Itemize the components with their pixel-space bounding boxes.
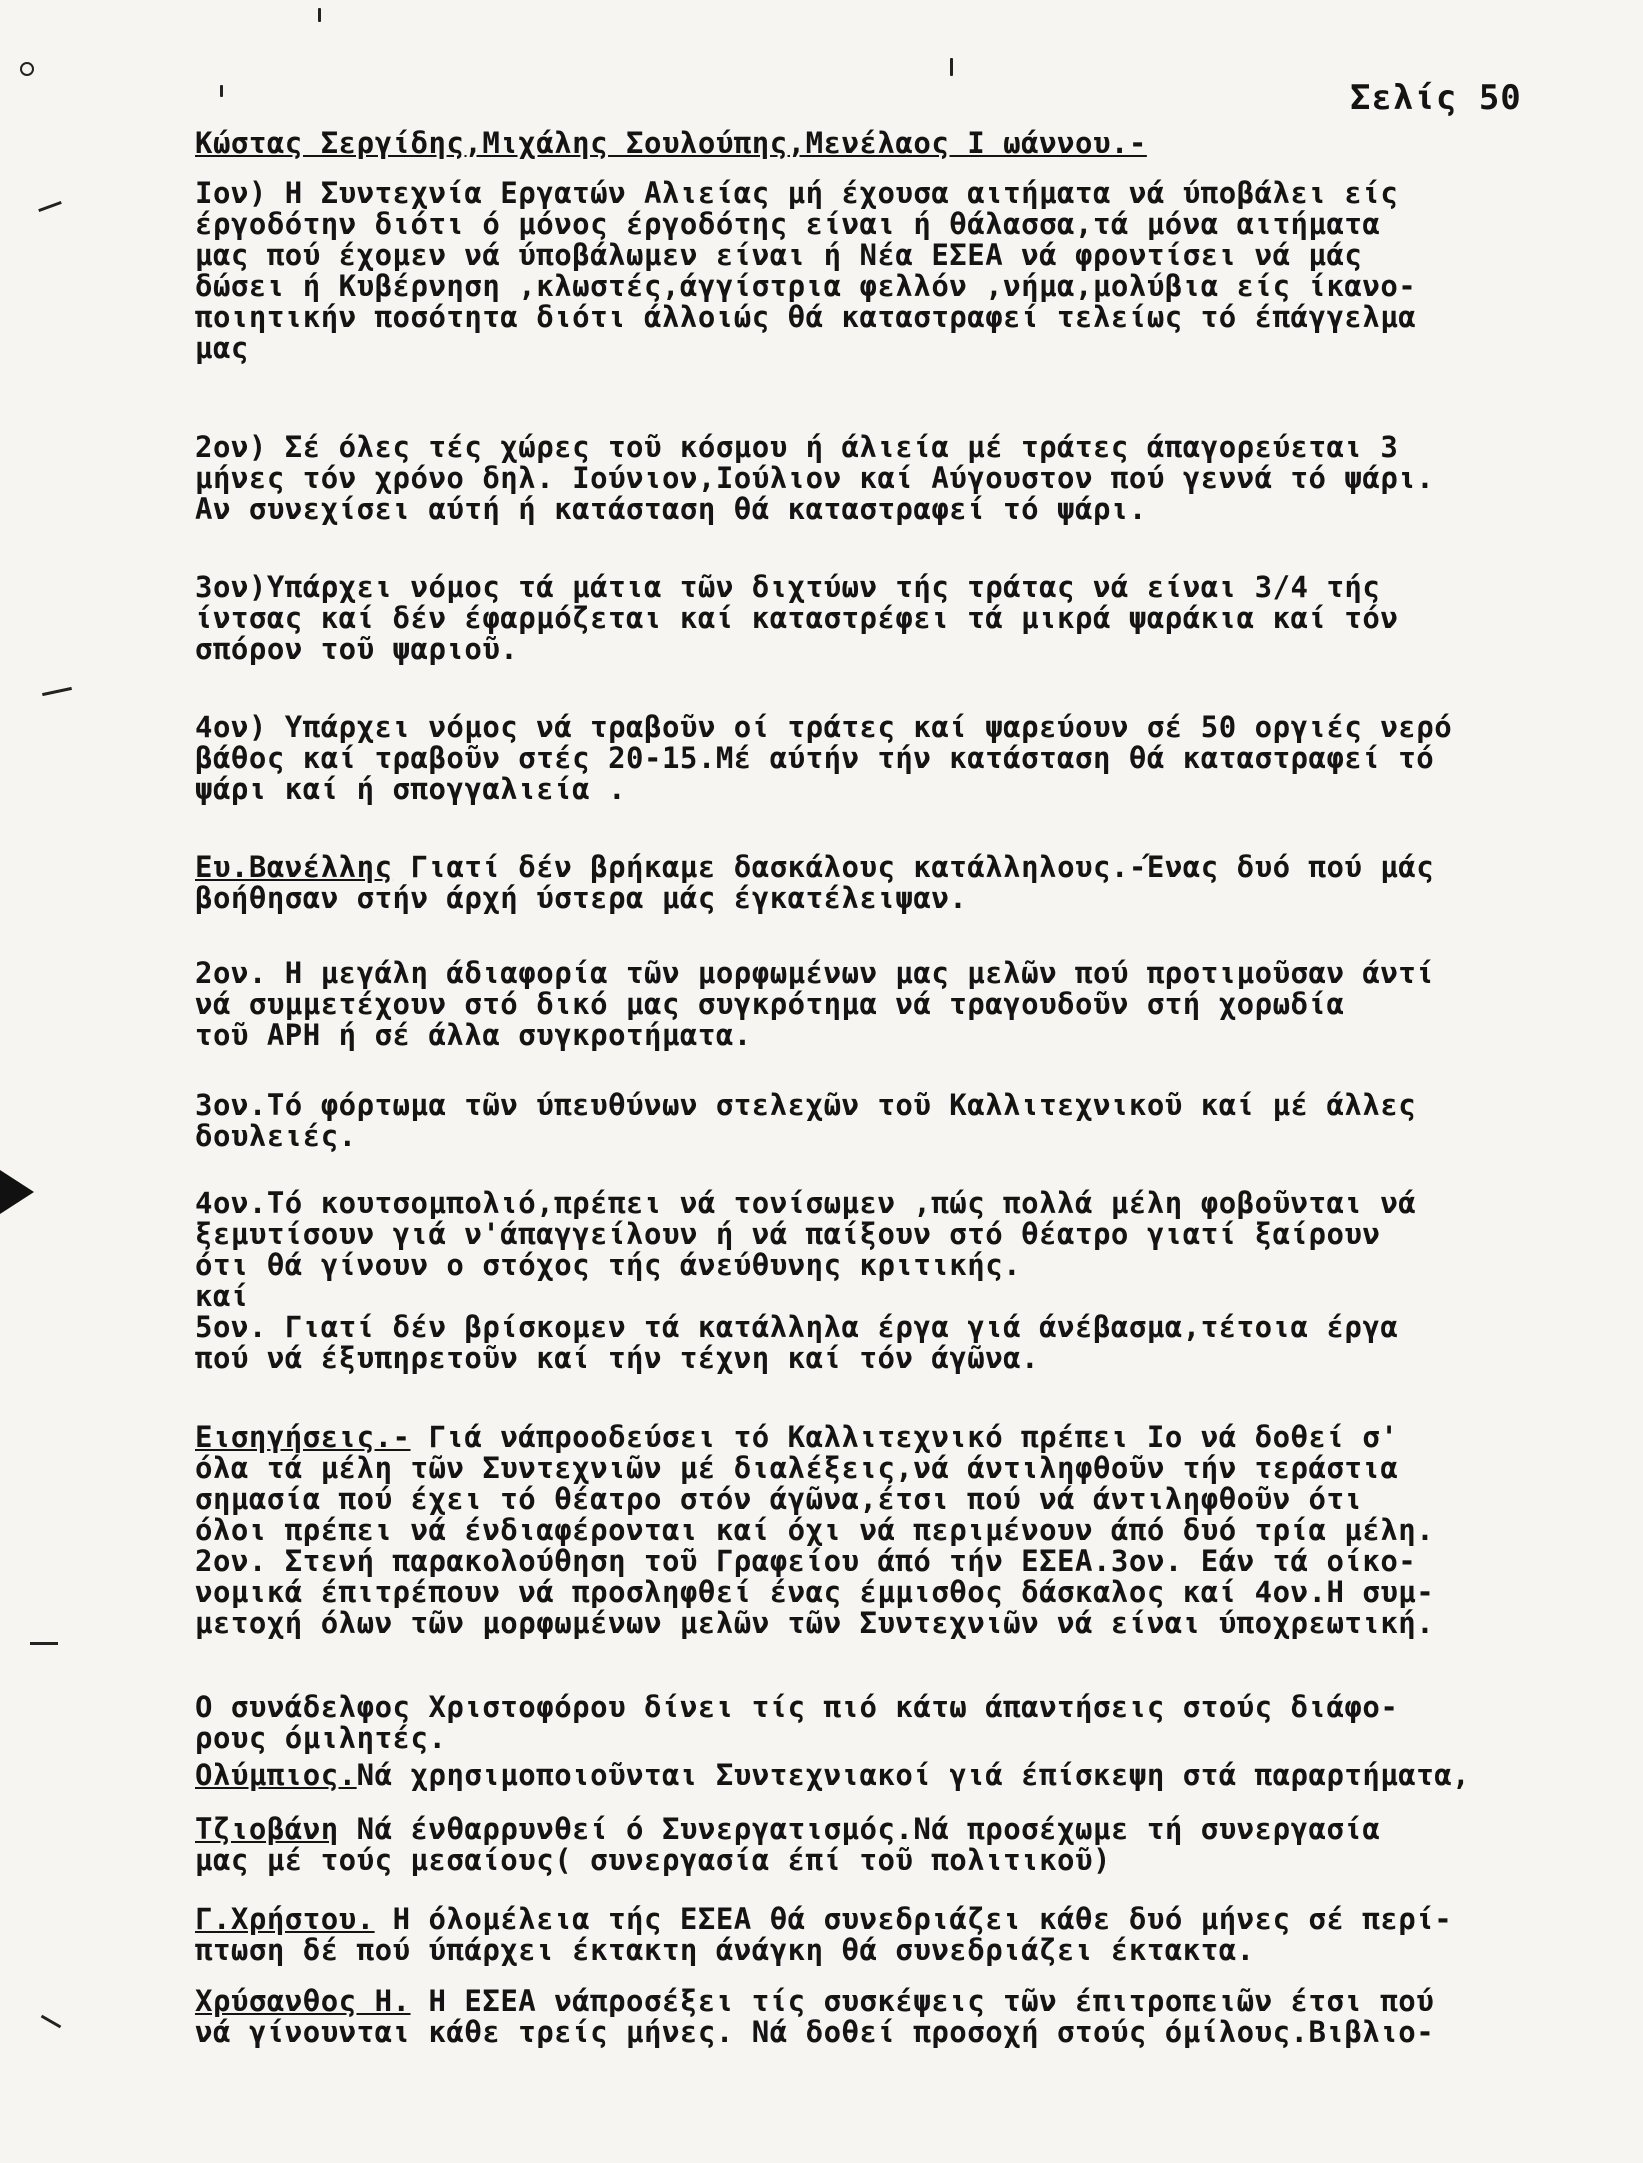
text-line: μας (195, 331, 249, 365)
paragraph-14 (195, 1986, 1605, 2048)
text-line: δώσει ή Κυβέρνηση ,κλωστές,άγγίστρια φελλόν ,νήμα,μολύβια είς ίκανο- (195, 269, 1417, 303)
text-line: ποιητικήν ποσότητα διότι άλλοιώς θά καταστραφεί τελείως τό έπάγγελμα (195, 300, 1417, 334)
text-line: βοήθησαν στήν άρχή ύστερα μάς έγκατέλειψαν. (195, 881, 968, 915)
speaker-name: Χρύσανθος Η. (195, 1984, 411, 2018)
speaker-name: Τζιοβάνη (195, 1812, 339, 1846)
speaker-name: Γ.Χρήστου. (195, 1902, 375, 1936)
scan-speck (318, 8, 321, 22)
text-line: 2ον) Σέ όλες τές χώρες τοῦ κόσμου ή άλιεία μέ τράτες άπαγορεύεται 3 (195, 430, 1399, 464)
text-line: Ο συνάδελφος Χριστοφόρου δίνει τίς πιό κάτω άπαντήσεις στούς διάφο- (195, 1690, 1399, 1724)
text-line: Νά χρησιμοποιοῦνται Συντεχνιακοί γιά έπίσκεψη στά παραρτήματα, (356, 1758, 1471, 1792)
text-line: μήνες τόν χρόνο δηλ. Ιούνιον,Ιούλιον καί Αύγουστον πού γεννά τό ψάρι. (195, 461, 1435, 495)
paragraph-13 (195, 1904, 1605, 1966)
text-line: μετοχή όλων τῶν μορφωμένων μελῶν τῶν Συντεχνιῶν νά είναι ύποχρεωτική. (195, 1606, 1435, 1640)
text-line: σπόρον τοῦ ψαριοῦ. (195, 632, 519, 666)
text-line: δουλειές. (195, 1119, 357, 1153)
text-line: Ιον) Η Συντεχνία Εργατών Αλιείας μή έχουσα αιτήματα νά ύποβάλει είς (195, 176, 1399, 210)
paragraph-2 (195, 432, 1605, 525)
scan-mark (30, 1642, 58, 1645)
text-line: νά συμμετέχουν στό δικό μας συγκρότημα νά τραγουδοῦν στή χορωδία (195, 987, 1345, 1021)
text-line: 4ον) Υπάρχει νόμος νά τραβοῦν οί τράτες καί ψαρεύουν σέ 50 οργιές νερό (195, 710, 1453, 744)
text-line: σημασία πού έχει τό θέατρο στόν άγῶνα,έτσι πού νά άντιληφθοῦν ότι (195, 1482, 1363, 1516)
paragraph-7 (195, 1090, 1605, 1152)
text-line: ίντσας καί δέν έφαρμόζεται καί καταστρέφει τά μικρά ψαράκια καί τόν (195, 601, 1399, 635)
text-line: 3ον)Υπάρχει νόμος τά μάτια τῶν διχτύων τής τράτας νά είναι 3/4 τής (195, 570, 1381, 604)
text-line: Νά ένθαρρυνθεί ό Συνεργατισμός.Νά προσέχωμε τή συνεργασία (338, 1812, 1381, 1846)
paragraph-11 (195, 1760, 1605, 1791)
paragraph-4 (195, 712, 1605, 805)
text-line: ρους όμιλητές. (195, 1721, 447, 1755)
scan-speck (950, 58, 953, 76)
paragraph-1 (195, 178, 1605, 364)
text-line: 3ον.Τό φόρτωμα τῶν ύπευθύνων στελεχῶν τοῦ Καλλιτεχνικοῦ καί μέ άλλες (195, 1088, 1417, 1122)
paragraph-10 (195, 1692, 1605, 1754)
text-line: Η ΕΣΕΑ νάπροσέξει τίς συσκέψεις τῶν έπιτροπειῶν έτσι πού (410, 1984, 1435, 2018)
text-line: Γιατί δέν βρήκαμε δασκάλους κατάλληλους.-Ένας δυό πού μάς (392, 850, 1435, 884)
text-line: όλα τά μέλη τῶν Συντεχνιῶν μέ διαλέξεις,νά άντιληφθοῦν τήν τεράστια (195, 1451, 1399, 1485)
paragraph-12 (195, 1814, 1605, 1876)
paragraph-3 (195, 572, 1605, 665)
text-line: πτωση δέ πού ύπάρχει έκτακτη άνάγκη θά συνεδριάζει έκτακτα. (195, 1933, 1255, 1967)
text-line: μας μέ τούς μεσαίους( συνεργασία έπί τοῦ πολιτικοῦ) (195, 1843, 1111, 1877)
text-line: 2ον. Η μεγάλη άδιαφορία τῶν μορφωμένων μας μελῶν πού προτιμοῦσαν άντί (195, 956, 1435, 990)
scan-speck-circle (20, 62, 34, 76)
speaker-name: Ολύμπιος. (195, 1758, 357, 1792)
scan-speck (220, 85, 223, 97)
scan-arrow-mark (0, 1170, 34, 1214)
paragraph-5 (195, 852, 1605, 914)
scan-mark (38, 201, 62, 212)
text-line: Αν συνεχίσει αύτή ή κατάσταση θά καταστραφεί τό ψάρι. (195, 492, 1147, 526)
speakers-header: Κώστας Σεργίδης,Μιχάλης Σουλούπης,Μενέλαος Ι ωάννου.- (195, 126, 1147, 160)
text-line: πού νά έξυπηρετοῦν καί τήν τέχνη καί τόν άγῶνα. (195, 1341, 1040, 1375)
text-line: 2ον. Στενή παρακολούθηση τοῦ Γραφείου άπό τήν ΕΣΕΑ.3ον. Εάν τά οίκο- (195, 1544, 1417, 1578)
paragraph-6 (195, 958, 1605, 1051)
text-line: Η όλομέλεια τής ΕΣΕΑ θά συνεδριάζει κάθε δυό μήνες σέ περί- (374, 1902, 1453, 1936)
text-line: καί (195, 1279, 249, 1313)
scan-mark (42, 687, 72, 696)
text-line: μας πού έχομεν νά ύποβάλωμεν είναι ή Νέα ΕΣΕΑ νά φροντίσει νά μάς (195, 238, 1363, 272)
text-line: ότι θά γίνουν ο στόχος τής άνεύθυνης κριτικής. (195, 1248, 1022, 1282)
text-line: 4ον.Τό κουτσομπολιό,πρέπει νά τονίσωμεν ,πώς πολλά μέλη φοβοῦνται νά (195, 1186, 1417, 1220)
text-line: Γιά νάπροοδεύσει τό Καλλιτεχνικό πρέπει Ιο νά δοθεί σ' (410, 1420, 1399, 1454)
text-line: βάθος καί τραβοῦν στές 20-15.Μέ αύτήν τήν κατάσταση θά καταστραφεί τό (195, 741, 1435, 775)
scan-mark (41, 2015, 62, 2029)
text-line: τοῦ ΑΡΗ ή σέ άλλα συγκροτήματα. (195, 1018, 752, 1052)
text-line: ψάρι καί ή σπογγαλιεία . (195, 772, 627, 806)
speaker-name: Εισηγήσεις.- (195, 1420, 411, 1454)
text-line: έργοδότην διότι ό μόνος έργοδότης είναι ή θάλασσα,τά μόνα αιτήματα (195, 207, 1381, 241)
text-line: νά γίνουνται κάθε τρείς μήνες. Νά δοθεί προσοχή στούς όμίλους.Βιβλιο- (195, 2015, 1435, 2049)
page-number: Σελίς 50 (1350, 78, 1522, 118)
text-line: 5ον. Γιατί δέν βρίσκομεν τά κατάλληλα έργα γιά άνέβασμα,τέτοια έργα (195, 1310, 1399, 1344)
text-line: νομικά έπιτρέπουν νά προσληφθεί ένας έμμισθος δάσκαλος καί 4ον.Η συμ- (195, 1575, 1435, 1609)
text-line: όλοι πρέπει νά ένδιαφέρονται καί όχι νά περιμένουν άπό δυό τρία μέλη. (195, 1513, 1435, 1547)
paragraph-8 (195, 1188, 1605, 1374)
speaker-name: Ευ.Βανέλλης (195, 850, 393, 884)
text-line: ξεμυτίσουν γιά ν'άπαγγείλουν ή νά παίξουν στό θέατρο γιατί ξαίρουν (195, 1217, 1381, 1251)
paragraph-9 (195, 1422, 1605, 1639)
